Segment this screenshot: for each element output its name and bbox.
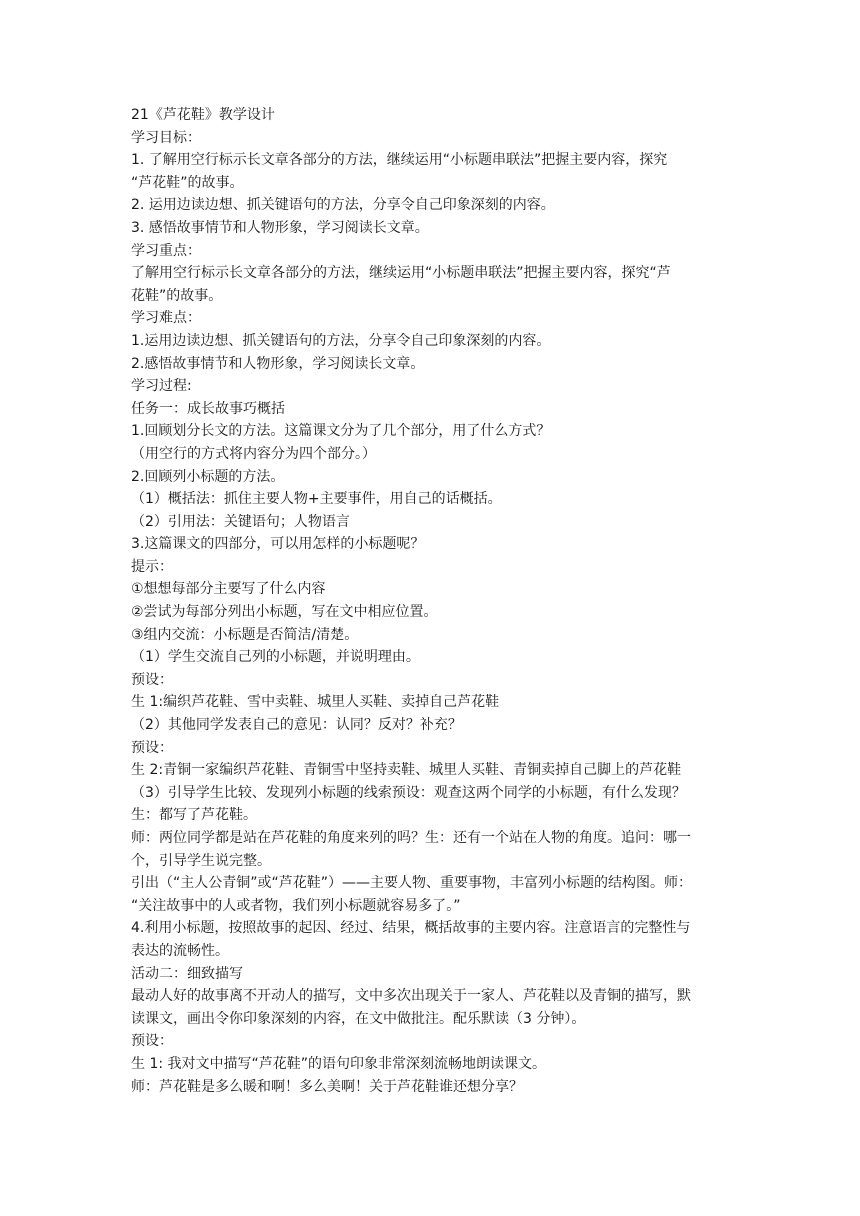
text-line: 读课文，画出令你印象深刻的内容，在文中做批注。配乐默读（3 分钟）。 [131, 1010, 586, 1027]
text-line: 1.回顾划分长文的方法。这篇课文分为了几个部分，用了什么方式？ [131, 423, 551, 440]
section-heading-difficulties: 学习难点： [131, 310, 201, 327]
text-line: 1. 了解用空行标示长文章各部分的方法，继续运用“小标题串联法”把握主要内容，探究 [131, 152, 668, 169]
text-line: 最动人好的故事离不开动人的描写，文中多次出现关于一家人、芦花鞋以及青铜的描写，默 [131, 988, 691, 1005]
text-line: （3）引导学生比较、发现列小标题的线索预设：观查这两个同学的小标题，有什么发现？ [131, 784, 686, 801]
document-page [131, 104, 731, 1098]
text-line: 4.利用小标题，按照故事的起因、经过、结果，概括故事的主要内容。注意语言的完整性与 [131, 920, 691, 937]
text-line: 提示： [131, 558, 173, 575]
text-line: ③组内交流：小标题是否简洁/清楚。 [131, 626, 359, 643]
text-line: 2.感悟故事情节和人物形象，学习阅读长文章。 [131, 355, 425, 372]
text-line: 师：芦花鞋是多么暖和啊！多么美啊！关于芦花鞋谁还想分享？ [131, 1078, 523, 1095]
text-line: 花鞋”的故事。 [131, 287, 223, 304]
text-line: 个，引导学生说完整。 [131, 852, 271, 869]
text-line: 1.运用边读边想、抓关键语句的方法，分享令自己印象深刻的内容。 [131, 332, 551, 349]
text-line: 3. 感悟故事情节和人物形象，学习阅读长文章。 [131, 219, 429, 236]
text-line: 生：都写了芦花鞋。 [131, 807, 257, 824]
section-heading-process: 学习过程: [131, 378, 192, 395]
text-line: 生 2:青铜一家编织芦花鞋、青铜雪中坚持卖鞋、城里人买鞋、青铜卖掉自己脚上的芦花鞋 [131, 762, 682, 779]
text-line: 师：两位同学都是站在芦花鞋的角度来列的吗？生：还有一个站在人物的角度。追问：哪一 [131, 830, 691, 846]
text-line: 预设： [131, 671, 173, 688]
text-line: 生 1:编织芦花鞋、雪中卖鞋、城里人买鞋、卖掉自己芦花鞋 [131, 694, 500, 711]
text-line: “关注故事中的人或者物，我们列小标题就容易多了。” [131, 897, 461, 914]
text-line: 预设： [131, 739, 173, 756]
text-line: 表达的流畅性。 [131, 942, 229, 959]
text-line: ②尝试为每部分列出小标题，写在文中相应位置。 [131, 604, 438, 621]
section-heading-objectives: 学习目标： [131, 129, 201, 146]
text-line: （1）学生交流自己列的小标题，并说明理由。 [131, 649, 420, 666]
text-line: 生 1: 我对文中描写“芦花鞋”的语句印象非常深刻流畅地朗读课文。 [131, 1055, 547, 1072]
text-line: 2.回顾列小标题的方法。 [131, 468, 285, 485]
text-line: 预设： [131, 1033, 173, 1050]
task-heading: 任务一：成长故事巧概括 [131, 400, 285, 417]
text-line: （2）其他同学发表自己的意见：认同？反对？补充？ [131, 717, 462, 734]
activity-heading: 活动二：细致描写 [131, 965, 243, 982]
text-line: 了解用空行标示长文章各部分的方法，继续运用“小标题串联法”把握主要内容，探究“芦 [131, 265, 671, 282]
text-line: ①想想每部分主要写了什么内容 [131, 581, 326, 598]
document-title: 21《芦花鞋》教学设计 [131, 107, 275, 123]
text-line: 引出（“主人公青铜”或“芦花鞋”）——主要人物、重要事物，丰富列小标题的结构图。师： [131, 875, 693, 892]
text-line: （用空行的方式将内容分为四个部分。） [131, 445, 376, 462]
text-line: （2）引用法：关键语句；人物语言 [131, 513, 350, 530]
text-line: 2. 运用边读边想、抓关键语句的方法，分享令自己印象深刻的内容。 [131, 197, 555, 214]
text-line: 3.这篇课文的四部分，可以用怎样的小标题呢？ [131, 536, 425, 553]
text-line: （1）概括法：抓住主要人物+主要事件，用自己的话概括。 [131, 491, 502, 508]
text-line: “芦花鞋”的故事。 [131, 174, 244, 191]
section-heading-key-points: 学习重点： [131, 242, 201, 259]
